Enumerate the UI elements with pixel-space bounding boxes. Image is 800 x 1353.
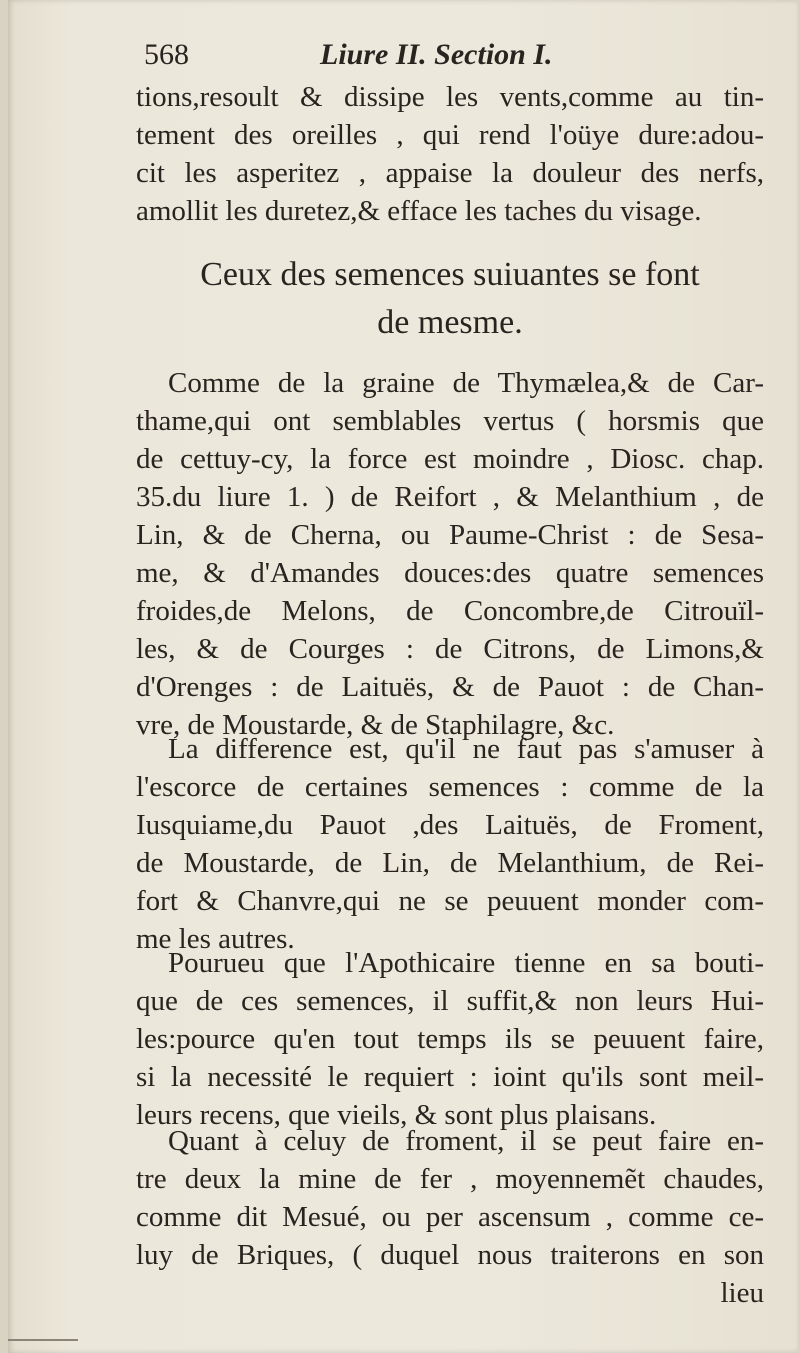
text-line: 35.du liure 1. ) de Reifort , & Melanthium , de xyxy=(136,481,764,513)
text-line: amollit les duretez,& efface les taches du visage. xyxy=(136,195,702,227)
book-page xyxy=(8,0,798,1353)
text-line: comme dit Mesué, ou per ascensum , comme ce- xyxy=(136,1201,764,1233)
text-line: luy de Briques, ( duquel nous traiterons en son xyxy=(136,1239,764,1271)
text-line: Lin, & de Cherna, ou Paume-Christ : de Sesa- xyxy=(136,519,764,551)
text-line: Iusquiame,du Pauot ,des Laituës, de Froment, xyxy=(136,809,764,841)
text-line: Comme de la graine de Thymælea,& de Car- xyxy=(168,367,764,399)
bottom-rule xyxy=(8,1339,78,1341)
text-line: me, & d'Amandes douces:des quatre semences xyxy=(136,557,764,589)
text-line: de cettuy-cy, la force est moindre , Diosc. chap. xyxy=(136,443,764,475)
text-line: La difference est, qu'il ne faut pas s'amuser à xyxy=(168,733,764,765)
heading-line-2: de mesme. xyxy=(377,304,523,341)
text-line: fort & Chanvre,qui ne se peuuent monder com- xyxy=(136,885,764,917)
text-line: tions,resoult & dissipe les vents,comme au tin- xyxy=(136,81,764,113)
text-line: les:pource qu'en tout temps ils se peuuent faire, xyxy=(136,1023,764,1055)
text-line: l'escorce de certaines semences : comme de la xyxy=(136,771,764,803)
running-title: Liure II. Section I. xyxy=(320,38,553,71)
text-line: thame,qui ont semblables vertus ( horsmis que xyxy=(136,405,764,437)
text-line: cit les asperitez , appaise la douleur des nerfs, xyxy=(136,157,764,189)
text-line: d'Orenges : de Laituës, & de Pauot : de Chan- xyxy=(136,671,764,703)
text-line: si la necessité le requiert : ioint qu'ils sont meil- xyxy=(136,1061,764,1093)
text-line: Pourueu que l'Apothicaire tienne en sa bouti- xyxy=(168,947,764,979)
text-line: froides,de Melons, de Concombre,de Citrouïl- xyxy=(136,595,764,627)
heading-line-1: Ceux des semences suiuantes se font xyxy=(200,256,700,293)
catchword: lieu xyxy=(720,1277,764,1309)
page-header xyxy=(144,38,764,78)
text-line: tement des oreilles , qui rend l'oüye dure:adou- xyxy=(136,119,764,151)
text-line: de Moustarde, de Lin, de Melanthium, de Rei- xyxy=(136,847,764,879)
page-number: 568 xyxy=(144,38,189,71)
text-line: tre deux la mine de fer , moyennemẽt chaudes, xyxy=(136,1163,764,1195)
text-line: les, & de Courges : de Citrons, de Limons,& xyxy=(136,633,764,665)
text-line: me les autres. xyxy=(136,923,295,955)
text-line: que de ces semences, il suffit,& non leurs Hui- xyxy=(136,985,764,1017)
text-line: vre, de Moustarde, & de Staphilagre, &c. xyxy=(136,709,615,741)
text-line: leurs recens, que vieils, & sont plus plaisans. xyxy=(136,1099,657,1131)
text-line: Quant à celuy de froment, il se peut faire en- xyxy=(168,1125,764,1157)
